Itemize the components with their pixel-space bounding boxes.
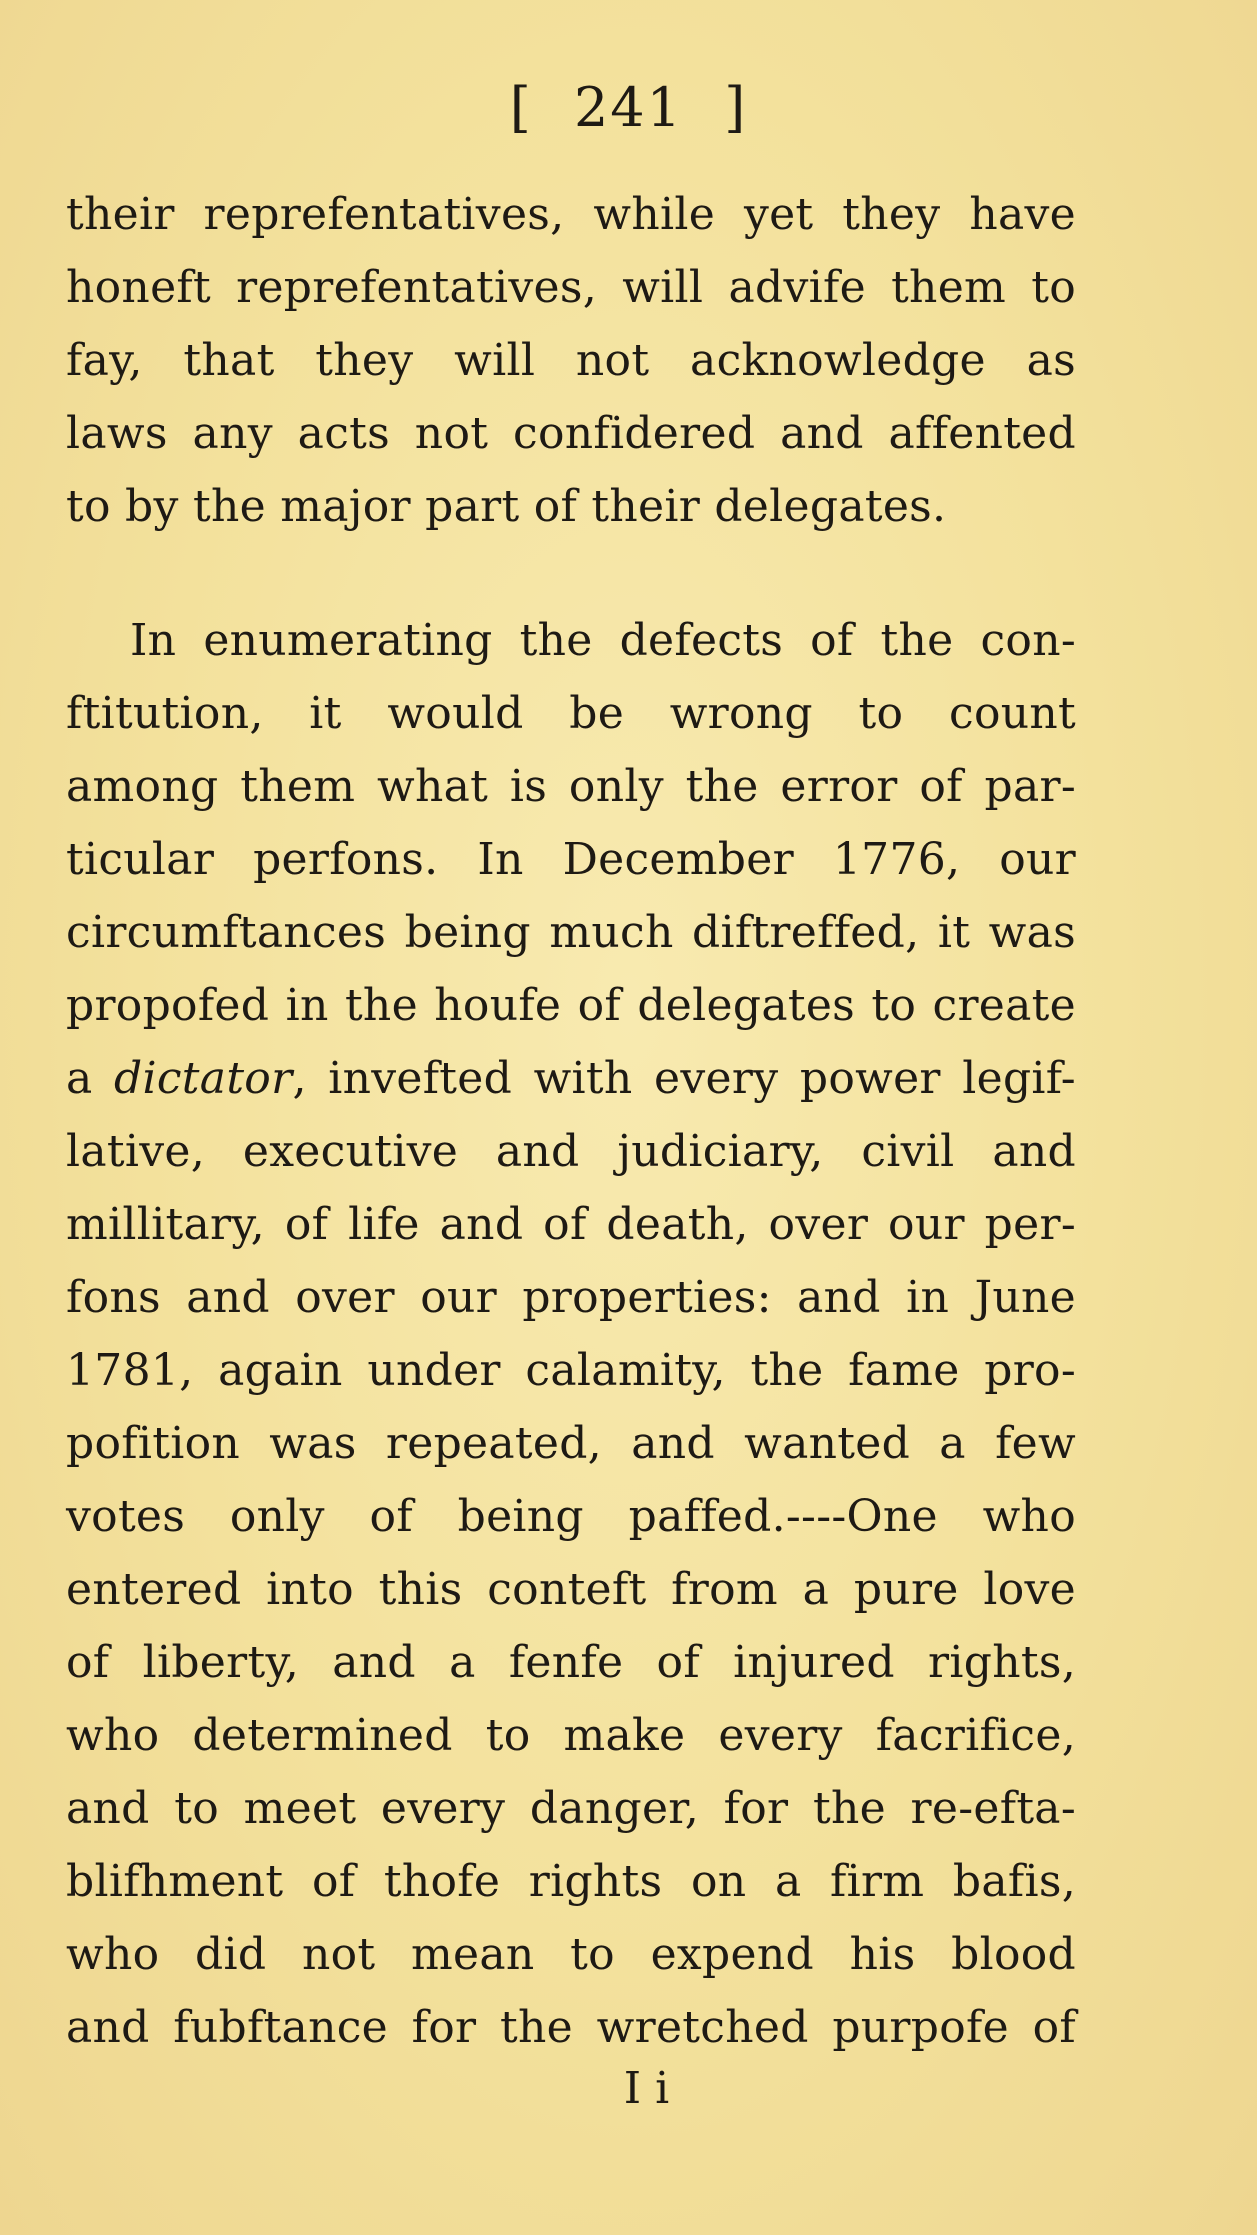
text-line: of liberty, and a fenfe of injured rights, (66, 1637, 1076, 1688)
text-line: honeft reprefentatives, will advife them to (66, 262, 1076, 313)
text-line: entered into this conteft from a pure love (66, 1564, 1076, 1615)
text-line: fons and over our properties: and in June (66, 1272, 1076, 1323)
text-line: ftitution, it would be wrong to count (66, 688, 1076, 739)
line-prefix: a (66, 1053, 115, 1104)
page-number: 241 (573, 76, 684, 139)
text-line: to by the major part of their delegates. (66, 481, 947, 532)
bracket-open: [ (509, 76, 533, 139)
bracket-close: ] (724, 76, 748, 139)
text-line: fay, that they will not acknowledge as (66, 335, 1076, 386)
line-suffix: , invefted with every power legif- (292, 1053, 1076, 1104)
text-line: In enumerating the defects of the con- (130, 615, 1076, 666)
paragraph-2 (66, 604, 1076, 2064)
text-line: among them what is only the error of par- (66, 761, 1076, 812)
text-line: 1781, again under calamity, the fame pro- (66, 1345, 1076, 1396)
text-line: who determined to make every facrifice, (66, 1710, 1076, 1761)
text-line: circumftances being much diftreffed, it was (66, 907, 1076, 958)
text-line: millitary, of life and of death, over our per- (66, 1199, 1076, 1250)
text-line: who did not mean to expend his blood (66, 1929, 1076, 1980)
text-line: blifhment of thofe rights on a firm bafis, (66, 1856, 1076, 1907)
text-line: lative, executive and judiciary, civil and (66, 1126, 1076, 1177)
text-line: pofition was repeated, and wanted a few (66, 1418, 1076, 1469)
paragraph-1 (66, 178, 1076, 543)
text-line: their reprefentatives, while yet they have (66, 189, 1076, 240)
text-line-dictator (66, 1042, 1076, 1115)
text-line: votes only of being paffed.----One who (66, 1491, 1076, 1542)
text-line: laws any acts not confidered and affented (66, 408, 1076, 459)
text-line: ticular perfons. In December 1776, our (66, 834, 1076, 885)
text-line: and to meet every danger, for the re-efta- (66, 1783, 1076, 1834)
italic-word-dictator: dictator (114, 1053, 293, 1104)
page-header (0, 68, 1257, 148)
signature-mark: I i (623, 2063, 670, 2114)
text-line: and fubftance for the wretched purpofe of (66, 2002, 1076, 2053)
text-line: propofed in the houfe of delegates to create (66, 980, 1076, 1031)
